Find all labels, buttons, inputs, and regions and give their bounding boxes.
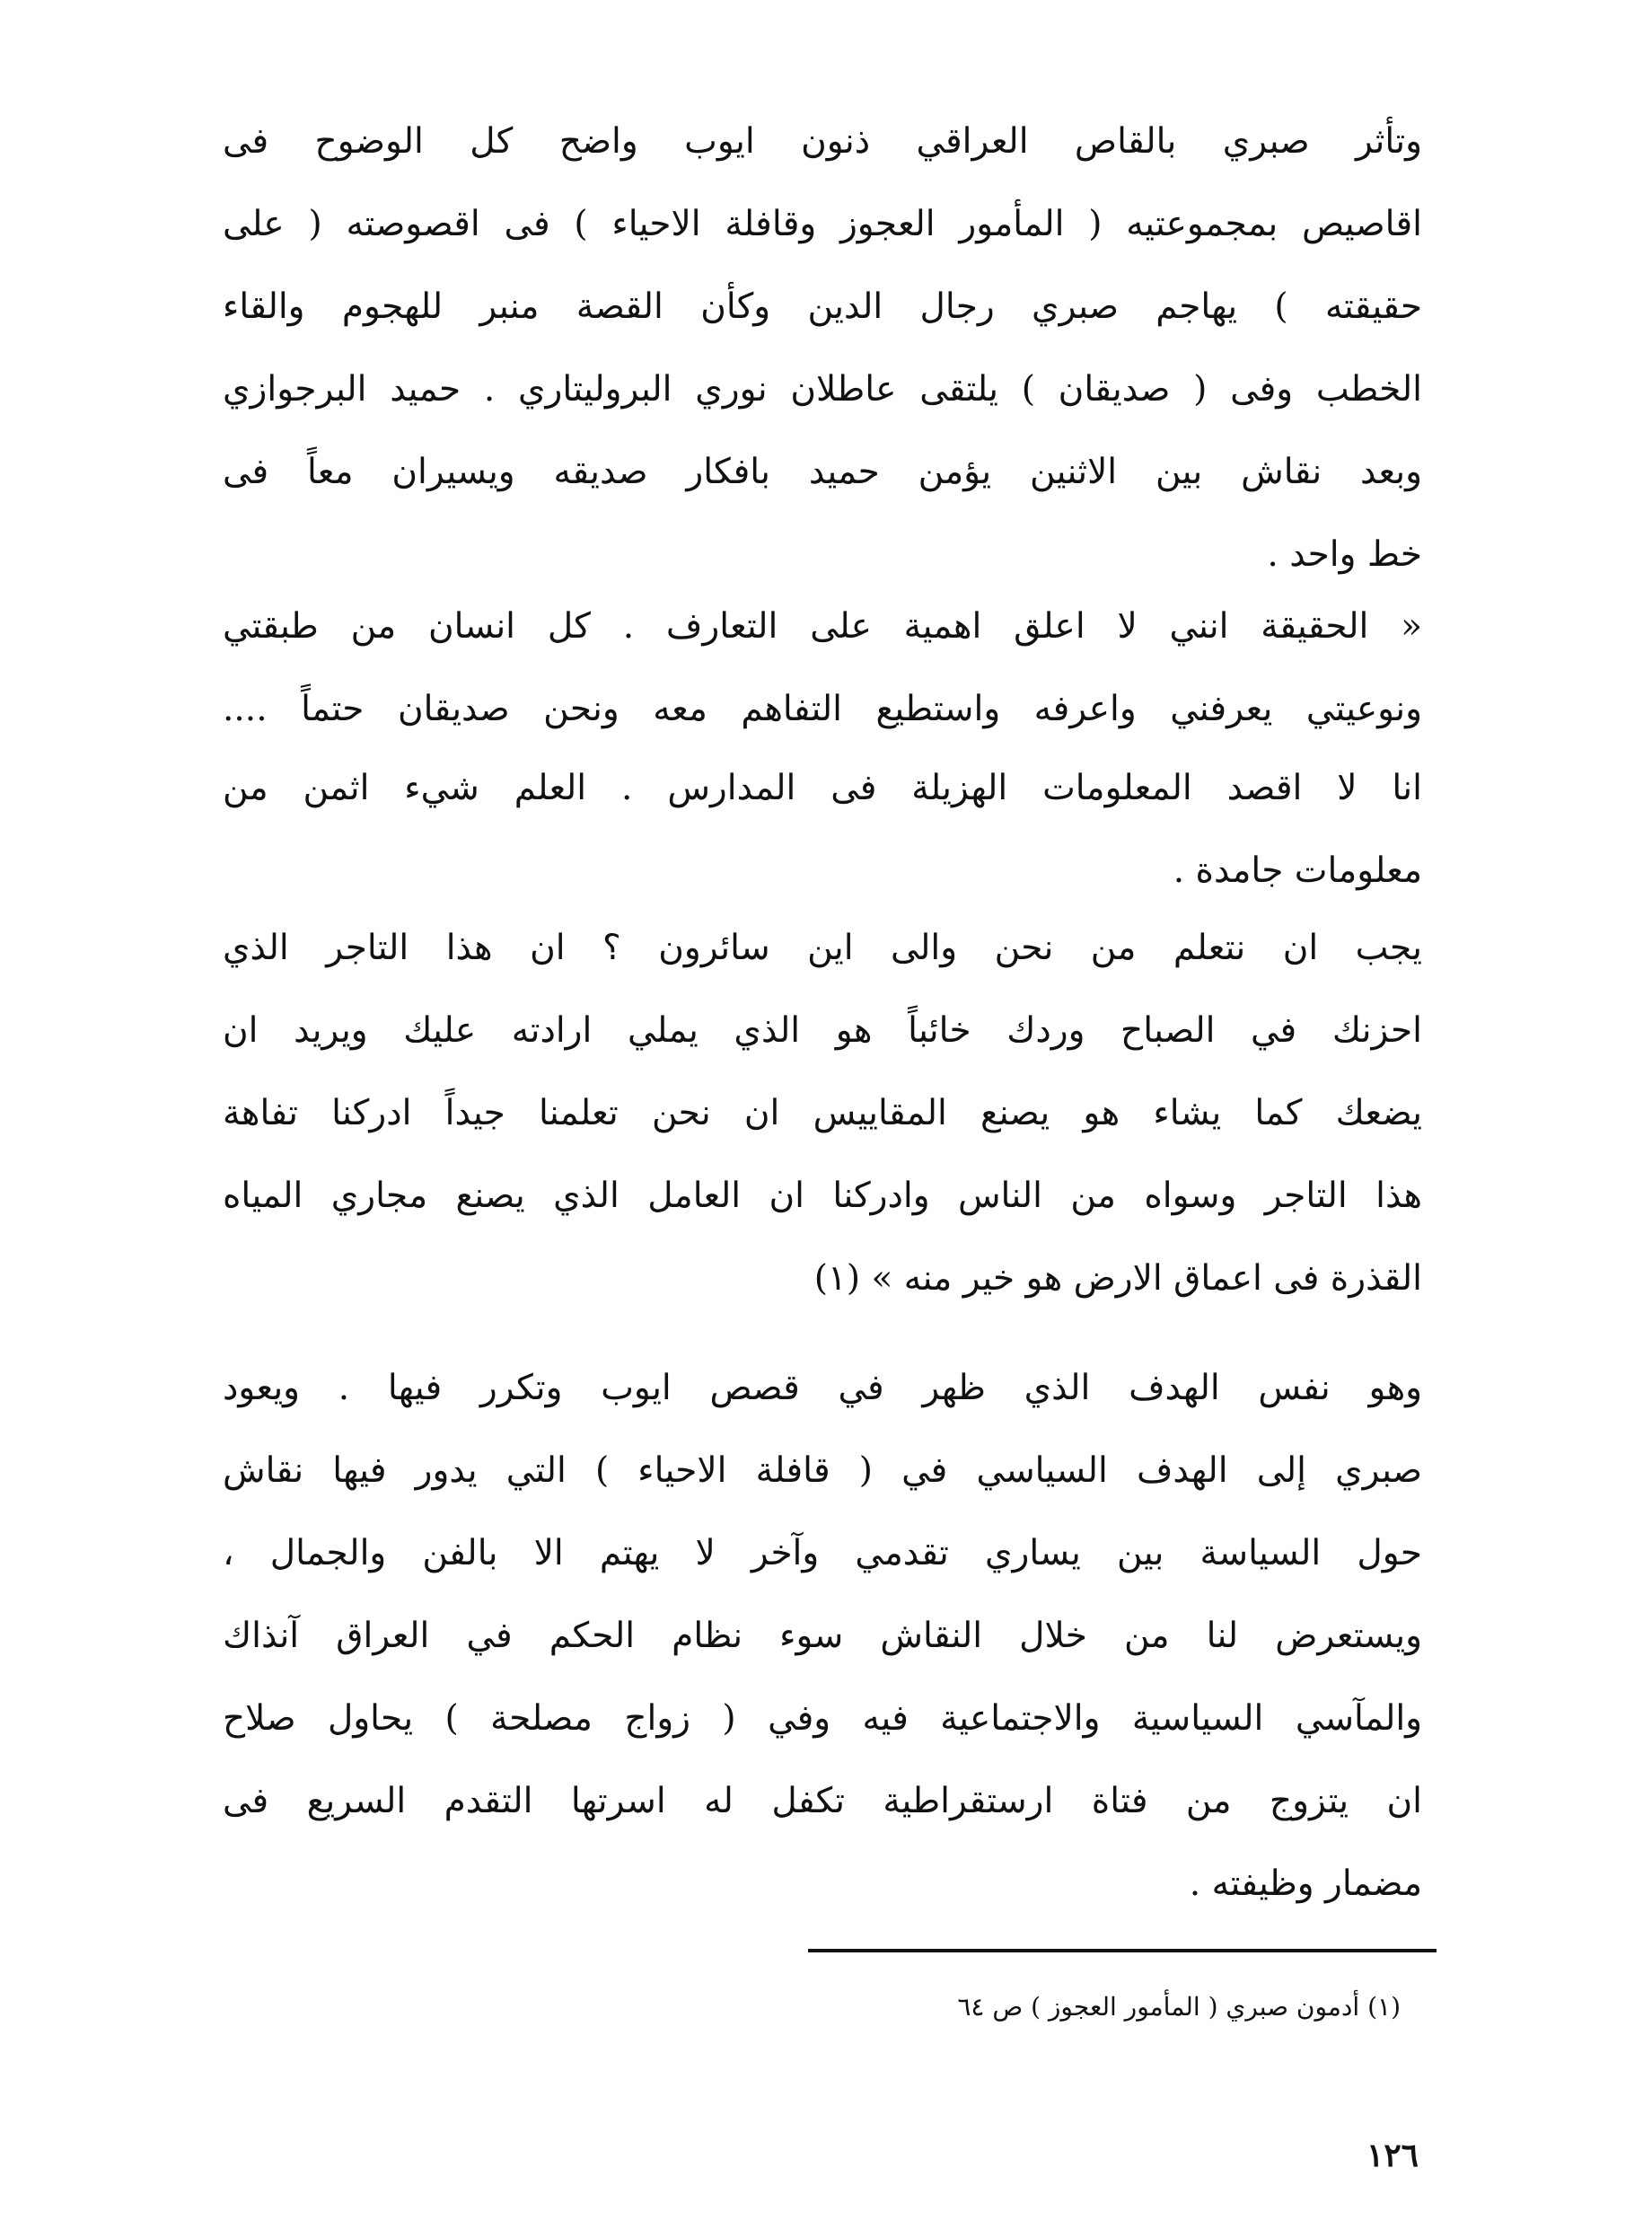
text-line: الخطب وفى ( صديقان ) يلتقى عاطلان نوري البروليتاري . حميد البرجوازي (223, 369, 1422, 410)
footnote: (١) أدمون صبري ( المأمور العجوز ) ص ٦٤ (957, 1992, 1401, 2022)
text-line: حقيقته ) يهاجم صبري رجال الدين وكأن القصة منبر للهجوم والقاء (223, 286, 1422, 327)
text-line: معلومات جامدة . (1173, 850, 1422, 891)
paragraph-3 (223, 747, 1422, 912)
text-line: احزنك في الصباح وردك خائباً هو الذي يملي ارادته عليك ويريد ان (223, 1010, 1422, 1051)
paragraph-4 (223, 907, 1422, 1320)
text-line: انا لا اقصد المعلومات الهزيلة فى المدارس . العلم شيء اثمن من (223, 768, 1422, 808)
paragraph-1 (223, 101, 1422, 596)
footnote-divider (808, 1949, 1437, 1952)
text-line: هذا التاجر وسواه من الناس وادركنا ان العامل الذي يصنع مجاري المياه (223, 1176, 1422, 1216)
text-line: وهو نفس الهدف الذي ظهر في قصص ايوب وتكرر فيها . ويعود (223, 1368, 1422, 1408)
text-line: يجب ان نتعلم من نحن والى اين سائرون ؟ ان هذا التاجر الذي (223, 928, 1422, 968)
text-line: « الحقيقة انني لا اعلق اهمية على التعارف . كل انسان من طبقتي (223, 606, 1422, 647)
page-number: ١٢٦ (1366, 2137, 1419, 2174)
text-line: ان يتزوج من فتاة ارستقراطية تكفل له اسرتها التقدم السريع فى (223, 1781, 1422, 1821)
text-line: وتأثر صبري بالقاص العراقي ذنون ايوب واضح كل الوضوح فى (223, 121, 1422, 162)
text-line: يضعك كما يشاء هو يصنع المقاييس ان نحن تعلمنا جيداً ادركنا تفاهة (223, 1093, 1422, 1133)
text-line: مضمار وظيفته . (1189, 1864, 1422, 1904)
text-line: خط واحد . (1267, 534, 1422, 575)
text-line: القذرة فى اعماق الارض هو خير منه » (١) (813, 1258, 1422, 1299)
text-line: وبعد نقاش بين الاثنين يؤمن حميد بافكار صديقه ويسيران معاً فى (223, 452, 1422, 492)
text-line: صبري إلى الهدف السياسي في ( قافلة الاحياء ) التي يدور فيها نقاش (223, 1450, 1422, 1491)
paragraph-5 (223, 1347, 1422, 1925)
text-line: ونوعيتي يعرفني واعرفه واستطيع التفاهم معه ونحن صديقان حتماً .... (223, 689, 1422, 729)
text-line: والمآسي السياسية والاجتماعية فيه وفي ( زواج مصلحة ) يحاول صلاح (223, 1698, 1422, 1739)
text-line: حول السياسة بين يساري تقدمي وآخر لا يهتم الا بالفن والجمال ، (223, 1533, 1422, 1573)
text-line: ويستعرض لنا من خلال النقاش سوء نظام الحكم في العراق آنذاك (223, 1616, 1422, 1656)
paragraph-2 (223, 586, 1422, 751)
text-line: اقاصيص بمجموعتيه ( المأمور العجوز وقافلة الاحياء ) فى اقصوصته ( على (223, 204, 1422, 244)
